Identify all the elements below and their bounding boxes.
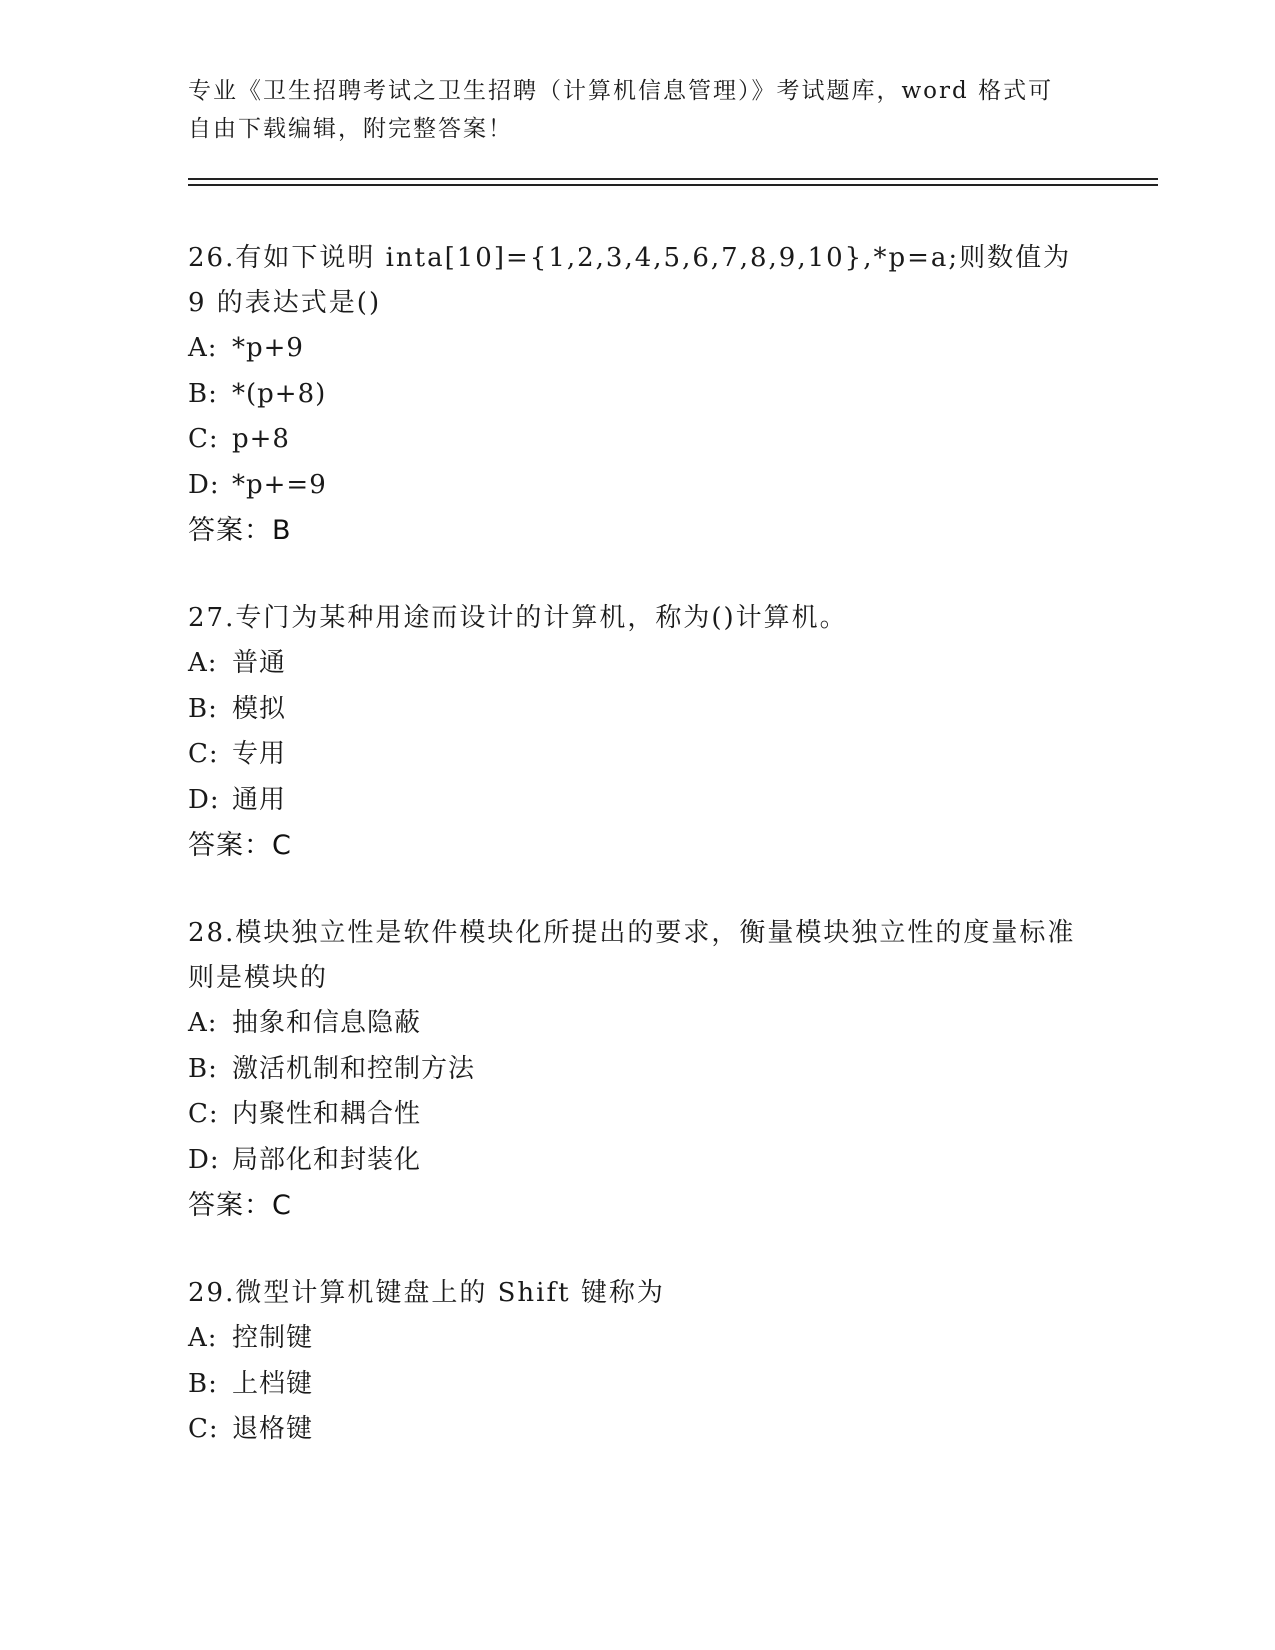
option-letter: C:	[188, 739, 219, 769]
option-letter: C:	[188, 1414, 219, 1444]
option-text: *(p+8)	[232, 378, 327, 409]
question-28	[188, 911, 1088, 1229]
option-text: 通用	[232, 784, 287, 815]
option-a	[188, 1001, 1088, 1047]
question-29	[188, 1271, 1088, 1453]
question-list	[188, 236, 1088, 1495]
option-letter: D:	[188, 1144, 220, 1175]
option-a	[188, 326, 1088, 372]
option-d	[188, 463, 1088, 509]
option-text: *p+=9	[232, 469, 327, 500]
option-text: p+8	[232, 424, 290, 454]
answer-line: 答案：C	[188, 1190, 292, 1221]
answer-line: 答案：B	[188, 515, 292, 546]
option-c	[188, 417, 1088, 463]
option-letter: A:	[188, 1323, 218, 1353]
option-letter: B:	[188, 1368, 218, 1399]
header-divider-bottom	[188, 184, 1158, 186]
option-b	[188, 1047, 1088, 1093]
option-text: 控制键	[232, 1323, 314, 1353]
question-27	[188, 596, 1088, 869]
question-stem: 29.微型计算机键盘上的 Shift 键称为	[188, 1278, 665, 1308]
option-letter: D:	[188, 784, 220, 815]
option-letter: B:	[188, 1053, 218, 1084]
option-text: *p+9	[232, 333, 304, 363]
option-b	[188, 1362, 1088, 1408]
header-divider-top	[188, 178, 1158, 180]
option-d	[188, 1138, 1088, 1184]
option-text: 抽象和信息隐蔽	[232, 1008, 422, 1038]
option-d	[188, 778, 1088, 824]
option-text: 专用	[232, 739, 287, 769]
question-stem: 28.模块独立性是软件模块化所提出的要求，衡量模块独立性的度量标准则是模块的	[188, 918, 1076, 993]
option-c	[188, 1092, 1088, 1138]
option-b	[188, 687, 1088, 733]
option-letter: C:	[188, 1099, 219, 1129]
option-a	[188, 1316, 1088, 1362]
option-letter: A:	[188, 648, 218, 678]
option-letter: B:	[188, 378, 218, 409]
option-text: 上档键	[232, 1368, 314, 1399]
option-letter: A:	[188, 1008, 218, 1038]
option-a	[188, 641, 1088, 687]
option-text: 内聚性和耦合性	[232, 1099, 422, 1129]
option-c	[188, 732, 1088, 778]
option-text: 普通	[232, 648, 287, 678]
option-letter: A:	[188, 333, 218, 363]
option-text: 退格键	[232, 1414, 314, 1444]
option-text: 局部化和封装化	[232, 1144, 422, 1175]
document-header	[188, 72, 1068, 148]
option-c	[188, 1407, 1088, 1453]
option-b	[188, 372, 1088, 418]
option-letter: C:	[188, 424, 219, 454]
question-26	[188, 236, 1088, 554]
answer-line: 答案：C	[188, 830, 292, 861]
header-intro-text: 专业《卫生招聘考试之卫生招聘（计算机信息管理）》考试题库，word 格式可自由下载编辑，附完整答案！	[188, 78, 1054, 142]
question-stem: 26.有如下说明 inta[10]={1,2,3,4,5,6,7,8,9,10},*p=a;则数值为 9 的表达式是()	[188, 243, 1072, 318]
option-letter: D:	[188, 469, 220, 500]
option-text: 激活机制和控制方法	[232, 1053, 476, 1084]
question-stem: 27.专门为某种用途而设计的计算机，称为()计算机。	[188, 603, 848, 633]
option-text: 模拟	[232, 693, 287, 724]
option-letter: B:	[188, 693, 218, 724]
